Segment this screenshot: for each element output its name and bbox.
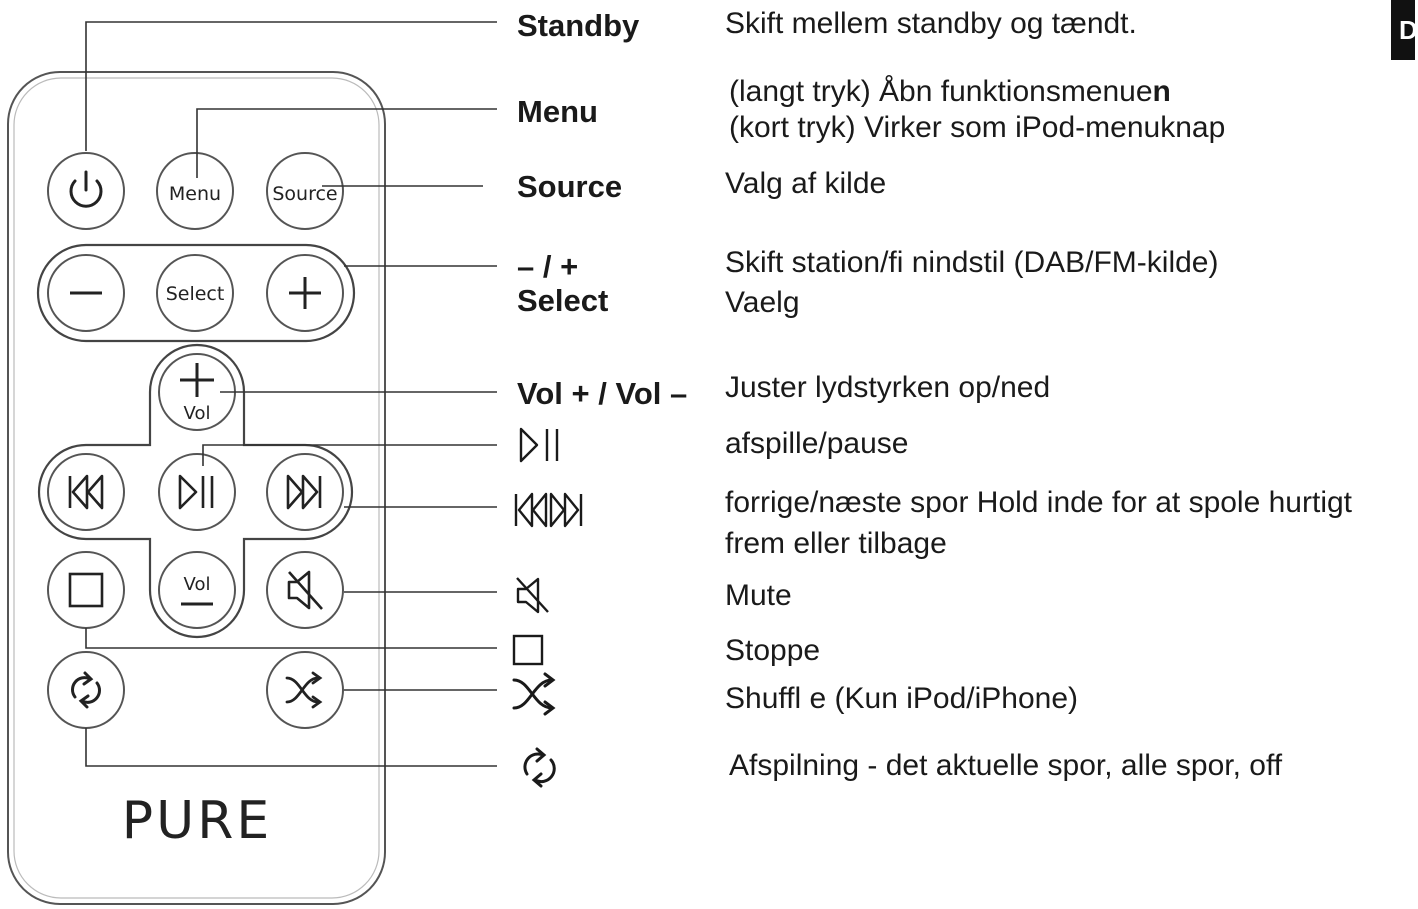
select-term: Select xyxy=(517,283,609,318)
stop-button[interactable] xyxy=(48,552,124,628)
volume-term: Vol + / Vol – xyxy=(517,376,688,411)
shuffle-icon xyxy=(514,674,553,714)
volume-up-label: Vol xyxy=(183,403,211,424)
standby-description: Skift mellem standby og tændt. xyxy=(725,7,1137,40)
tune-down-button[interactable] xyxy=(48,255,124,331)
skip-forward-button[interactable] xyxy=(267,454,343,530)
skip-description-line1: forrige/næste spor Hold inde for at spole hurtigt xyxy=(725,486,1352,519)
power-button[interactable] xyxy=(48,153,124,229)
skip-description-line2: frem eller tilbage xyxy=(725,527,947,560)
menu-term: Menu xyxy=(517,94,598,129)
repeat-icon xyxy=(525,749,554,786)
select-button-label: Select xyxy=(165,283,225,305)
menu-description-line2: (kort tryk) Virker som iPod-menuknap xyxy=(729,111,1226,144)
volume-down-label: Vol xyxy=(183,574,211,595)
source-term: Source xyxy=(517,169,623,204)
mute-icon xyxy=(517,578,548,612)
play-pause-button[interactable] xyxy=(159,454,235,530)
tune-description: Skift station/fi nindstil (DAB/FM-kilde) xyxy=(725,246,1219,279)
play-pause-icon xyxy=(521,429,557,461)
shuffle-description: Shuffl e (Kun iPod/iPhone) xyxy=(725,682,1079,715)
skip-back-button[interactable] xyxy=(48,454,124,530)
mute-description: Mute xyxy=(725,579,792,612)
menu-button[interactable] xyxy=(157,153,233,229)
volume-down-button[interactable] xyxy=(159,552,235,628)
menu-description-bold: n xyxy=(1152,75,1171,108)
stop-description: Stoppe xyxy=(725,634,821,667)
remote-control xyxy=(8,72,385,904)
tune-term: – / + xyxy=(517,249,579,284)
volume-description: Juster lydstyrken op/ned xyxy=(725,371,1051,404)
brand-logo: PURE xyxy=(121,791,273,851)
source-button[interactable] xyxy=(267,153,343,229)
play-pause-description: afspille/pause xyxy=(725,427,909,460)
language-tab: D xyxy=(1391,0,1415,60)
source-button-label: Source xyxy=(272,183,338,205)
stop-icon xyxy=(514,636,542,664)
mute-button[interactable] xyxy=(267,552,343,628)
standby-term: Standby xyxy=(517,8,640,43)
skip-back-forward-icon xyxy=(516,494,581,526)
source-description: Valg af kilde xyxy=(725,167,887,200)
tune-up-button[interactable] xyxy=(267,255,343,331)
menu-description-line1 xyxy=(729,77,1171,107)
menu-description-text: (langt tryk) Åbn funktionsmenue xyxy=(729,75,1153,108)
repeat-description: Afspilning - det aktuelle spor, alle spor, off xyxy=(729,749,1283,782)
select-description: Vaelg xyxy=(725,286,800,319)
shuffle-button[interactable] xyxy=(267,652,343,728)
select-button[interactable] xyxy=(157,255,233,331)
menu-button-label: Menu xyxy=(168,183,222,205)
repeat-button[interactable] xyxy=(48,652,124,728)
